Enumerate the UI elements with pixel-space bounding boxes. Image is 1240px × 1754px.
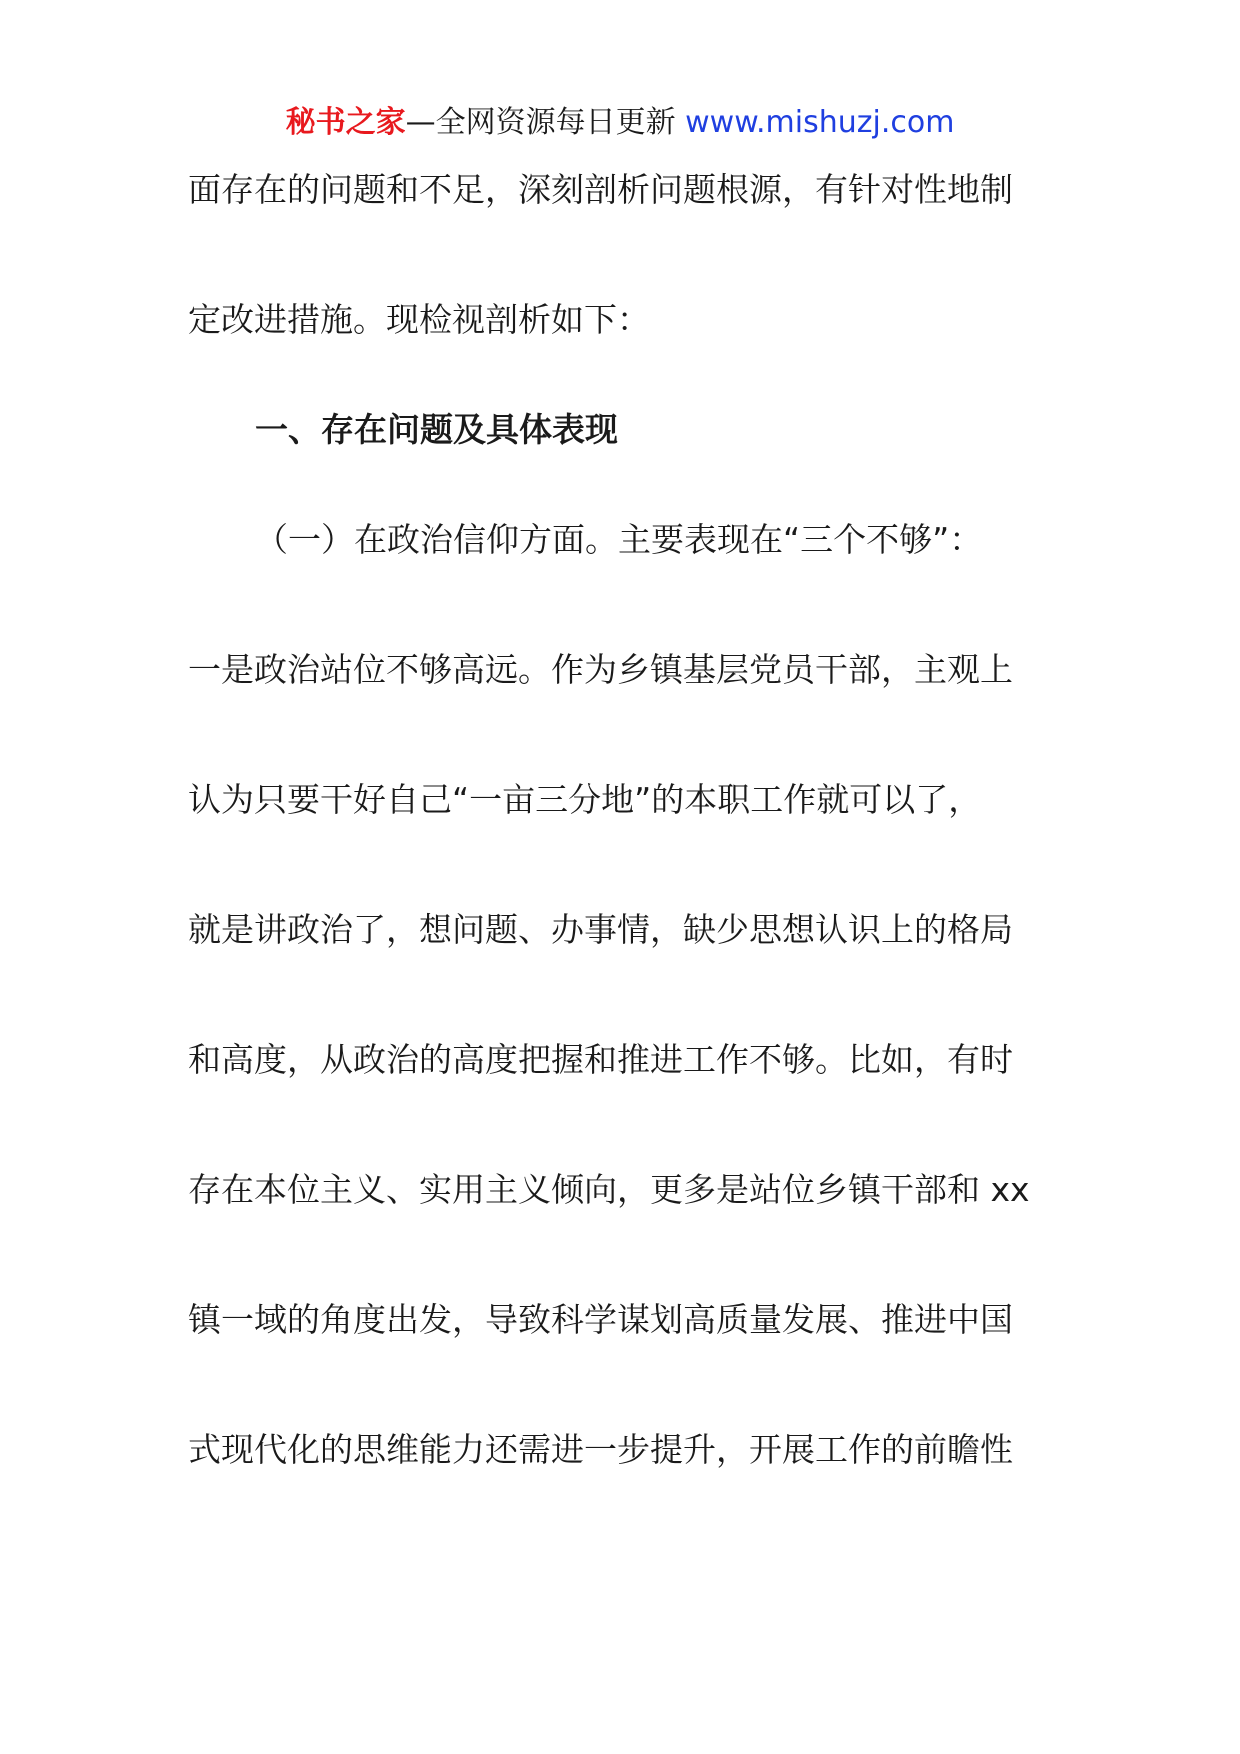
paragraph-line: 面存在的问题和不足，深刻剖析问题根源，有针对性地制 <box>188 170 1013 209</box>
paragraph-line: 和高度，从政治的高度把握和推进工作不够。比如，有时 <box>188 1040 1013 1079</box>
site-header <box>0 100 1240 146</box>
paragraph-line: 认为只要干好自己“一亩三分地”的本职工作就可以了， <box>188 780 982 819</box>
paragraph-line: 一是政治站位不够高远。作为乡镇基层党员干部，主观上 <box>188 650 1013 689</box>
site-url[interactable]: www.mishuzj.com <box>685 105 955 140</box>
subsection-intro: （一）在政治信仰方面。主要表现在“三个不够”： <box>255 520 983 559</box>
paragraph-line: 就是讲政治了，想问题、办事情，缺少思想认识上的格局 <box>188 910 1013 949</box>
paragraph-line: 定改进措施。现检视剖析如下： <box>188 300 650 339</box>
paragraph-line: 式现代化的思维能力还需进一步提升，开展工作的前瞻性 <box>188 1430 1013 1469</box>
paragraph-line: 镇一域的角度出发，导致科学谋划高质量发展、推进中国 <box>188 1300 1013 1339</box>
paragraph-line: 存在本位主义、实用主义倾向，更多是站位乡镇干部和 xx <box>188 1170 1030 1209</box>
site-brand: 秘书之家 <box>285 105 406 140</box>
site-tagline: —全网资源每日更新 <box>405 105 686 140</box>
section-heading: 一、存在问题及具体表现 <box>255 410 618 449</box>
